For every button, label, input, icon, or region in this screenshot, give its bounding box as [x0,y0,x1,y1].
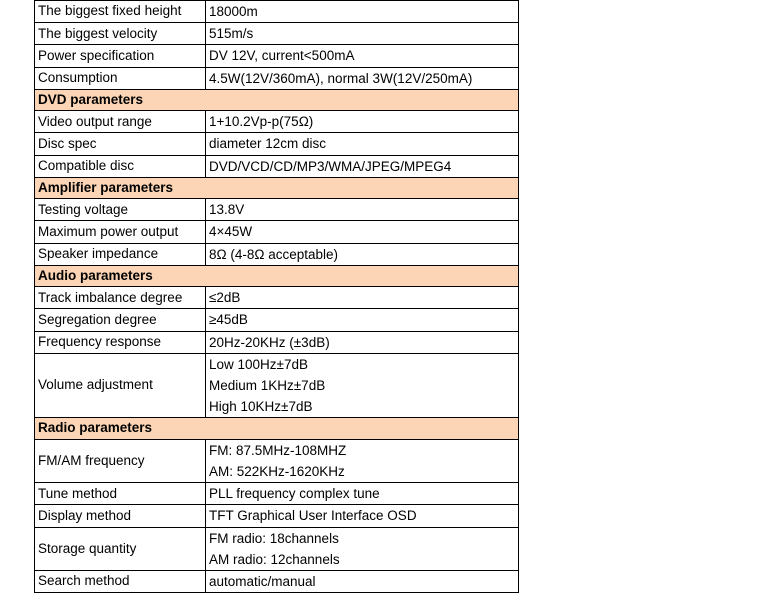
spec-label: The biggest fixed height [35,1,206,23]
spec-label: Disc spec [35,133,206,155]
section-header: DVD parameters [35,89,519,110]
spec-value [206,199,519,221]
table-row [35,45,519,67]
table-row [35,1,519,23]
spec-value-line: DV 12V, current<500mA [209,48,355,64]
spec-label: Video output range [35,111,206,133]
spec-value-line: 20Hz-20KHz (±3dB) [209,334,330,350]
spec-value [206,111,519,133]
spec-value-line: ≤2dB [209,290,241,306]
table-row [35,505,519,527]
spec-value-line: AM radio: 12channels [209,551,340,567]
section-header-row [35,418,519,439]
spec-value [206,483,519,505]
spec-value-line: 515m/s [209,26,254,42]
spec-label: Search method [35,571,206,593]
table-row [35,309,519,331]
spec-label: Segregation degree [35,309,206,331]
spec-label: Volume adjustment [35,353,206,418]
spec-value-line: ≥45dB [209,312,248,328]
table-row [35,111,519,133]
spec-label: Speaker impedance [35,243,206,265]
spec-value [206,309,519,331]
spec-table [34,0,519,593]
spec-value-line: FM radio: 18channels [209,530,339,546]
spec-value [206,133,519,155]
table-row [35,67,519,89]
spec-value [206,1,519,23]
table-row [35,133,519,155]
spec-value [206,439,519,482]
section-header: Radio parameters [35,418,519,439]
section-header-row [35,265,519,286]
spec-value-line: Medium 1KHz±7dB [209,378,326,394]
spec-value-line: DVD/VCD/CD/MP3/WMA/JPEG/MPEG4 [209,158,452,174]
spec-label: Compatible disc [35,155,206,177]
table-row [35,155,519,177]
spec-value-line: PLL frequency complex tune [209,486,380,502]
table-row [35,199,519,221]
spec-label: FM/AM frequency [35,439,206,482]
spec-value [206,353,519,418]
spec-value-line: 4×45W [209,224,253,240]
spec-label: Display method [35,505,206,527]
section-header: Amplifier parameters [35,177,519,198]
spec-label: Consumption [35,67,206,89]
table-row [35,287,519,309]
spec-label: Tune method [35,483,206,505]
spec-label: Storage quantity [35,527,206,570]
spec-value-line: FM: 87.5MHz-108MHZ [209,442,347,458]
spec-value-line: 18000m [209,4,258,19]
spec-value-line: AM: 522KHz-1620KHz [209,464,345,480]
spec-table-body [35,1,519,593]
spec-value [206,243,519,265]
section-header-row [35,177,519,198]
table-row [35,243,519,265]
table-row [35,439,519,482]
spec-value [206,155,519,177]
table-row [35,527,519,570]
spec-value-line: 4.5W(12V/360mA), normal 3W(12V/250mA) [209,70,473,86]
spec-value [206,45,519,67]
table-row [35,483,519,505]
table-row [35,353,519,418]
spec-value [206,67,519,89]
spec-value [206,331,519,353]
spec-value-line: 1+10.2Vp-p(75Ω) [209,114,314,130]
spec-value [206,505,519,527]
spec-value-line: Low 100Hz±7dB [209,356,308,372]
spec-value [206,527,519,570]
spec-label: Testing voltage [35,199,206,221]
table-row [35,221,519,243]
table-row [35,331,519,353]
spec-value-line: 13.8V [209,202,245,218]
spec-value [206,287,519,309]
section-header-row [35,89,519,110]
spec-label: Maximum power output [35,221,206,243]
spec-value-line: 8Ω (4-8Ω acceptable) [209,246,338,262]
spec-label: Power specification [35,45,206,67]
spec-label: Track imbalance degree [35,287,206,309]
spec-value [206,23,519,45]
spec-value [206,221,519,243]
spec-value-line: High 10KHz±7dB [209,399,313,415]
spec-label: Frequency response [35,331,206,353]
spec-value-line: TFT Graphical User Interface OSD [209,508,417,524]
spec-value-line: diameter 12cm disc [209,136,327,152]
spec-label: The biggest velocity [35,23,206,45]
spec-value-line: automatic/manual [209,574,316,590]
section-header: Audio parameters [35,265,519,286]
table-row [35,23,519,45]
